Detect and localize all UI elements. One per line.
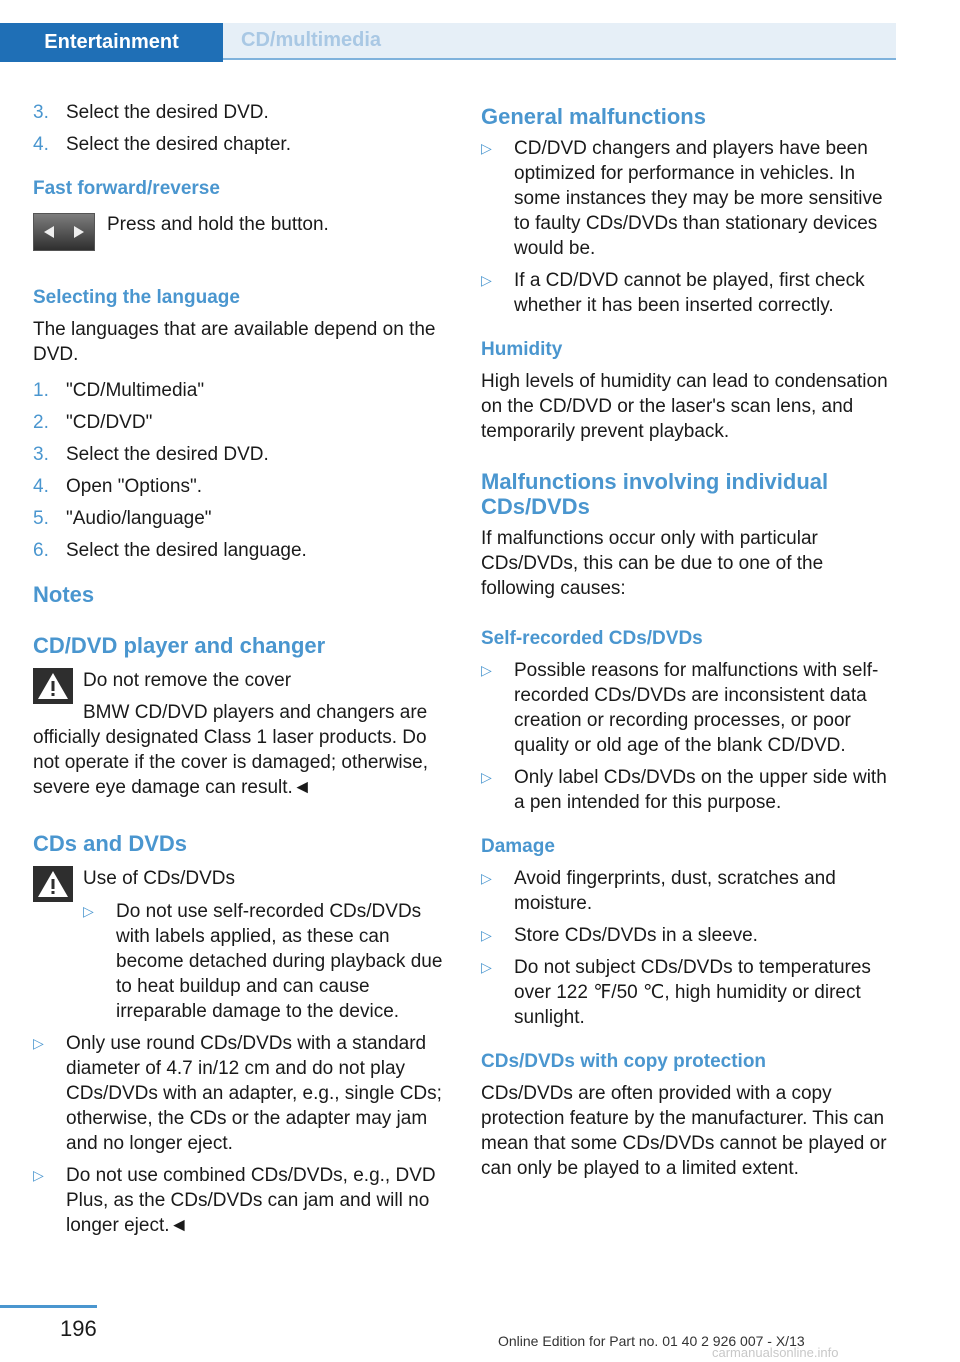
copy-protection-paragraph: CDs/DVDs are often provided with a copy protection feature by the manufacturer. This can mean that some CDs/DVDs cannot be played or can only be played to a limited extent. (481, 1083, 887, 1179)
self-recorded-heading: Self-recorded CDs/DVDs (481, 628, 703, 649)
list-item (83, 899, 453, 1024)
fast-forward-text: Press and hold the button. (107, 214, 329, 235)
step-text: Open "Options". (66, 476, 203, 497)
warning-block-cds (33, 866, 453, 1024)
list-item (481, 136, 901, 261)
bullet-triangle-icon: ▷ (481, 272, 492, 288)
list-item (33, 100, 453, 125)
bullet-triangle-icon: ▷ (481, 959, 492, 975)
step-text: Select the desired DVD. (66, 444, 269, 465)
warning-text-rest: officially designated Class 1 laser products. Do not operate if the cover is damaged; otherwise, severe eye damage can result.◄ (33, 727, 429, 798)
humidity-heading: Humidity (481, 339, 563, 360)
footer-rule (0, 1305, 97, 1308)
list-item (481, 923, 901, 948)
step-number: 4. (33, 134, 49, 155)
step-number: 1. (33, 380, 49, 401)
self-recorded-bullets (481, 658, 901, 815)
list-item (33, 442, 453, 467)
damage-heading: Damage (481, 836, 555, 857)
step-text: Select the desired DVD. (66, 102, 269, 123)
list-item (33, 506, 453, 531)
damage-bullets (481, 866, 901, 1030)
warning-title: Use of CDs/DVDs (83, 868, 236, 889)
section-tab-entertainment: Entertainment (0, 23, 223, 62)
bullet-triangle-icon: ▷ (33, 1035, 44, 1051)
general-malfunctions-heading: General malfunctions (481, 104, 706, 129)
bullet-text: CD/DVD changers and players have been optimized for performance in vehicles. In some instances they may be more sensitive to faulty CDs/DVDs than stationary devices would be. (514, 138, 883, 259)
step-text: Select the desired chapter. (66, 134, 291, 155)
warning-text-line: BMW CD/DVD players and changers are (83, 702, 428, 723)
step-text: "CD/Multimedia" (66, 380, 205, 401)
list-item (33, 1031, 453, 1156)
list-item (33, 410, 453, 435)
bullet-triangle-icon: ▷ (481, 140, 492, 156)
list-item (481, 658, 901, 758)
watermark: carmanualsonline.info (712, 1345, 839, 1360)
rewind-arrow-icon (42, 225, 56, 239)
forward-arrow-icon (72, 225, 86, 239)
fast-forward-reverse-button-icon (33, 213, 95, 251)
bullet-text: Avoid fingerprints, dust, scratches and moisture. (514, 868, 836, 914)
bullet-text: Do not subject CDs/DVDs to temperatures over 122 ℉/50 ℃, high humidity or direct sunlight. (514, 957, 871, 1028)
list-item (481, 765, 901, 815)
list-item (481, 955, 901, 1030)
step-text: Select the desired language. (66, 540, 307, 561)
bullet-text: Do not use self-recorded CDs/DVDs with labels applied, as these can become detached during playback due to heat buildup and can cause irreparable damage to the device. (116, 901, 443, 1022)
bullet-triangle-icon: ▷ (481, 769, 492, 785)
bullet-text: If a CD/DVD cannot be played, first check whether it has been inserted correctly. (514, 270, 865, 316)
list-item (33, 1163, 453, 1238)
bullet-triangle-icon: ▷ (481, 662, 492, 678)
selecting-language-heading: Selecting the language (33, 287, 240, 308)
fast-forward-row (33, 213, 453, 251)
individual-paragraph: If malfunctions occur only with particular CDs/DVDs, this can be due to one of the following causes: (481, 528, 824, 599)
list-item (33, 474, 453, 499)
left-column (33, 100, 453, 1245)
page-header (0, 0, 896, 62)
step-number: 4. (33, 476, 49, 497)
cds-dvds-heading: CDs and DVDs (33, 831, 188, 856)
bullet-triangle-icon: ▷ (83, 903, 94, 919)
list-item (481, 866, 901, 916)
notes-heading: Notes (33, 582, 95, 607)
bullet-text: Do not use combined CDs/DVDs, e.g., DVD Plus, as the CDs/DVDs can jam and will no longer eject.◄ (66, 1165, 436, 1236)
humidity-paragraph: High levels of humidity can lead to condensation on the CD/DVD or the laser's scan lens, and temporarily prevent playback. (481, 371, 888, 442)
warning-title: Do not remove the cover (83, 670, 292, 691)
fast-forward-heading: Fast forward/reverse (33, 178, 220, 199)
right-column (481, 100, 901, 1181)
warning-block-cover (33, 668, 453, 725)
list-item (33, 378, 453, 403)
step-text: "Audio/language" (66, 508, 212, 529)
general-bullets (481, 136, 901, 318)
warning-triangle-icon (33, 866, 73, 902)
bullet-text: Only use round CDs/DVDs with a standard diameter of 4.7 in/12 cm and do not play CDs/DVDs with an adapter, e.g., single CDs; otherwise, the CDs or the adapter may jam and no longer eject. (66, 1033, 442, 1154)
copy-protection-heading: CDs/DVDs with copy protection (481, 1051, 767, 1072)
bullet-text: Store CDs/DVDs in a sleeve. (514, 925, 758, 946)
edition-note: Online Edition for Part no. 01 40 2 926 007 - X/13 (498, 1333, 805, 1349)
list-item (481, 268, 901, 318)
steps-list-b (33, 378, 453, 563)
section-tab-cd-multimedia: CD/multimedia (223, 23, 896, 60)
bullet-triangle-icon: ▷ (481, 870, 492, 886)
language-paragraph: The languages that are available depend on the DVD. (33, 319, 436, 365)
step-number: 6. (33, 540, 49, 561)
bullet-text: Only label CDs/DVDs on the upper side with a pen intended for this purpose. (514, 767, 887, 813)
list-item (33, 538, 453, 563)
warning-triangle-icon (33, 668, 73, 704)
bullet-text: Possible reasons for malfunctions with self-recorded CDs/DVDs are inconsistent data creation or recording processes, or poor quality or old age of the blank CD/DVD. (514, 660, 879, 756)
bullet-triangle-icon: ▷ (481, 927, 492, 943)
steps-list-a (33, 100, 453, 157)
step-number: 3. (33, 102, 49, 123)
step-text: "CD/DVD" (66, 412, 153, 433)
player-changer-heading: CD/DVD player and changer (33, 633, 326, 658)
bullet-triangle-icon: ▷ (33, 1167, 44, 1183)
individual-malfunctions-heading: Malfunctions involving individual CDs/DVDs (481, 469, 829, 519)
list-item (33, 132, 453, 157)
step-number: 3. (33, 444, 49, 465)
step-number: 2. (33, 412, 49, 433)
page-number: 196 (60, 1316, 97, 1341)
step-number: 5. (33, 508, 49, 529)
